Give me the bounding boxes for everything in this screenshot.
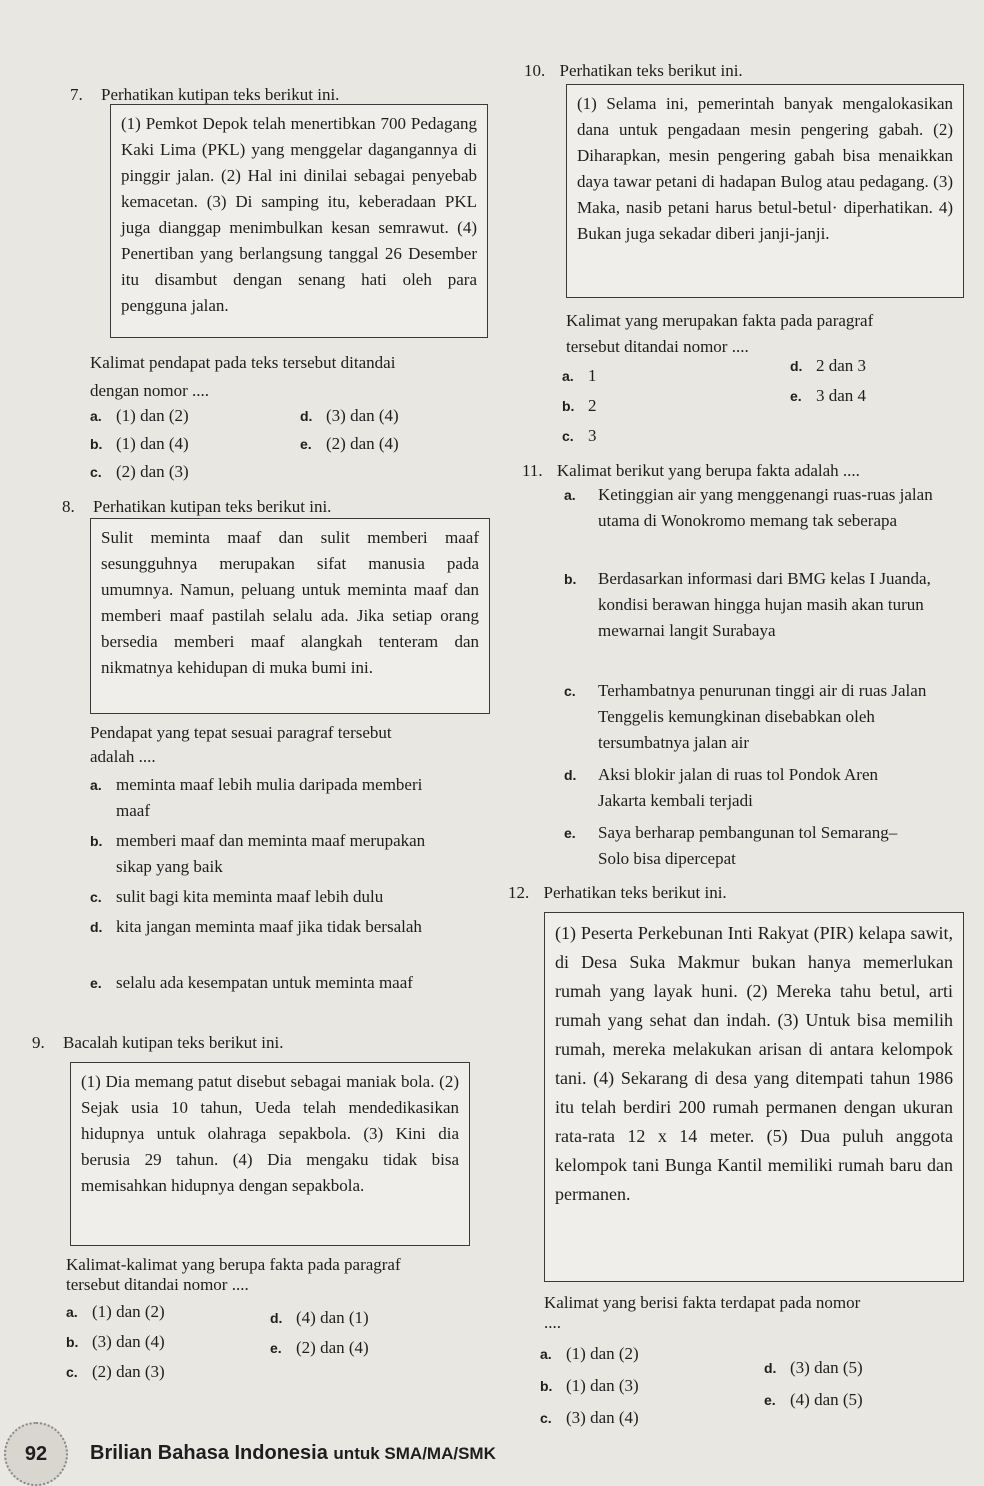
option-text: 1 — [588, 366, 597, 385]
q8-number: 8. — [62, 497, 75, 516]
q8-option-d[interactable] — [90, 914, 490, 940]
option-label: e. — [270, 1340, 282, 1356]
option-text: selalu ada kesempatan untuk meminta maaf — [116, 973, 413, 992]
option-text: (4) dan (1) — [296, 1308, 369, 1327]
option-label: d. — [790, 358, 803, 374]
option-label: e. — [564, 825, 576, 841]
option-text: Terhambatnya penurunan tinggi air di ruas Jalan Tenggelis kemungkinan disebabkan oleh tersumbatnya jalan air — [598, 681, 927, 752]
option-label: b. — [562, 398, 575, 414]
option-text: (2) dan (4) — [296, 1338, 369, 1357]
q7-option-c[interactable] — [90, 460, 189, 484]
book-title-main: Brilian Bahasa Indonesia — [90, 1442, 328, 1464]
q12-question-1: Kalimat yang berisi fakta terdapat pada nomor — [544, 1293, 861, 1312]
option-text: (3) dan (4) — [92, 1332, 165, 1351]
q7-question-2: dengan nomor .... — [90, 381, 209, 400]
option-label: b. — [564, 571, 577, 587]
q7-passage: (1) Pemkot Depok telah menertibkan 700 Pedagang Kaki Lima (PKL) yang menggelar dagangannya di pinggir jalan. (2) Hal ini dinilai sebagai penyebab kemacetan. (3) Di samping itu, keberadaan PKL juga dianggap menimbulkan kesan semrawut. (4) Penertiban yang berlangsung tanggal 26 Desember itu disambut dengan senang hati oleh para pengguna jalan. — [121, 114, 477, 315]
q8-prompt: Perhatikan kutipan teks berikut ini. — [93, 497, 332, 516]
q9-option-b[interactable] — [66, 1330, 165, 1354]
q10-option-a[interactable] — [562, 364, 597, 388]
q10-question-2: tersebut ditandai nomor .... — [566, 337, 749, 356]
q9-question-1: Kalimat-kalimat yang berupa fakta pada paragraf — [66, 1255, 401, 1274]
q12-option-a[interactable] — [540, 1342, 639, 1366]
q10-passage-box — [566, 84, 964, 298]
q10-option-d[interactable] — [790, 354, 866, 378]
q11-option-b[interactable] — [564, 566, 954, 644]
option-text: 2 — [588, 396, 597, 415]
q8-question-2: adalah .... — [90, 747, 156, 766]
option-text: memberi maaf dan meminta maaf merupakan sikap yang baik — [116, 831, 426, 876]
q12-option-d[interactable] — [764, 1356, 863, 1380]
q10-prompt-line — [524, 60, 743, 82]
q9-number: 9. — [32, 1033, 45, 1052]
option-label: e. — [300, 436, 312, 452]
q7-question-1: Kalimat pendapat pada teks tersebut ditandai — [90, 353, 396, 372]
q9-option-c[interactable] — [66, 1360, 165, 1384]
option-text: (1) dan (2) — [116, 406, 189, 425]
option-label: c. — [562, 428, 574, 444]
option-text: (3) dan (5) — [790, 1358, 863, 1377]
option-label: a. — [564, 487, 576, 503]
option-label: c. — [540, 1410, 552, 1426]
q12-option-b[interactable] — [540, 1374, 639, 1398]
q7-prompt: Perhatikan kutipan teks berikut ini. — [101, 85, 340, 104]
option-text: (1) dan (2) — [566, 1344, 639, 1363]
q7-option-e[interactable] — [300, 432, 399, 456]
q11-option-d[interactable] — [564, 762, 954, 814]
q12-question-2: .... — [544, 1313, 561, 1332]
q10-option-c[interactable] — [562, 424, 597, 448]
q8-passage: Sulit meminta maaf dan sulit memberi maaf sesungguhnya merupakan sifat manusia pada umumnya. Namun, peluang untuk meminta maaf dan memberi maaf pastilah selalu ada. Jika setiap orang bersedia memberi maaf alangkah tenteram dan nikmatnya kehidupan di muka bumi ini. — [101, 528, 479, 677]
option-label: c. — [90, 464, 102, 480]
q8-option-b[interactable] — [90, 828, 490, 880]
q7-number: 7. — [70, 85, 83, 104]
option-label: a. — [562, 368, 574, 384]
option-label: a. — [66, 1304, 78, 1320]
q11-prompt: Kalimat berikut yang berupa fakta adalah .... — [556, 461, 860, 480]
option-label: b. — [540, 1378, 553, 1394]
option-text: sulit bagi kita meminta maaf lebih dulu — [116, 887, 384, 906]
q11-prompt-line — [522, 460, 860, 482]
option-label: d. — [564, 767, 577, 783]
option-text: 3 — [588, 426, 597, 445]
q9-option-a[interactable] — [66, 1300, 165, 1324]
option-label: a. — [90, 408, 102, 424]
q10-option-e[interactable] — [790, 384, 866, 408]
q9-passage: (1) Dia memang patut disebut sebagai maniak bola. (2) Sejak usia 10 tahun, Ueda telah mendedikasikan hidupnya untuk olahraga sepakbola. (3) Kini dia berusia 29 tahun. (4) Dia mengaku tidak bisa memisahkan hidupnya dengan sepakbola. — [81, 1072, 459, 1195]
q9-question-2: tersebut ditandai nomor .... — [66, 1275, 249, 1294]
option-text: (4) dan (5) — [790, 1390, 863, 1409]
option-label: e. — [764, 1392, 776, 1408]
option-text: (3) dan (4) — [566, 1408, 639, 1427]
option-text: Aksi blokir jalan di ruas tol Pondok Aren Jakarta kembali terjadi — [598, 765, 879, 810]
q9-option-e[interactable] — [270, 1336, 369, 1360]
q10-option-b[interactable] — [562, 394, 597, 418]
q9-prompt-line — [32, 1032, 283, 1054]
q10-number: 10. — [524, 61, 546, 80]
option-text: 2 dan 3 — [816, 356, 867, 375]
option-text: (2) dan (3) — [92, 1362, 165, 1381]
q10-question-1: Kalimat yang merupakan fakta pada paragraf — [566, 311, 874, 330]
book-title — [90, 1442, 496, 1465]
option-label: a. — [540, 1346, 552, 1362]
q9-option-d[interactable] — [270, 1306, 369, 1330]
option-text: Saya berharap pembangunan tol Semarang–Solo bisa dipercepat — [598, 823, 898, 868]
q11-option-e[interactable] — [564, 820, 954, 872]
q8-question-1: Pendapat yang tepat sesuai paragraf tersebut — [90, 723, 392, 742]
q12-passage-box — [544, 912, 964, 1282]
option-label: d. — [764, 1360, 777, 1376]
option-text: (3) dan (4) — [326, 406, 399, 425]
q12-prompt-line — [508, 882, 727, 904]
option-text: (1) dan (3) — [566, 1376, 639, 1395]
q7-option-b[interactable] — [90, 432, 189, 456]
option-text: 3 dan 4 — [816, 386, 867, 405]
option-text: kita jangan meminta maaf jika tidak bersalah — [116, 917, 422, 936]
option-label: d. — [270, 1310, 283, 1326]
q9-passage-box — [70, 1062, 470, 1246]
option-label: e. — [90, 975, 102, 991]
option-text: Ketinggian air yang menggenangi ruas-ruas jalan utama di Wonokromo memang tak seberapa — [598, 485, 933, 530]
q12-option-e[interactable] — [764, 1388, 863, 1412]
page-number: 92 — [24, 1442, 48, 1465]
option-label: b. — [90, 833, 103, 849]
q9-prompt: Bacalah kutipan teks berikut ini. — [63, 1033, 284, 1052]
option-label: d. — [300, 408, 313, 424]
option-text: (1) dan (2) — [92, 1302, 165, 1321]
q7-option-d[interactable] — [300, 404, 399, 428]
option-label: a. — [90, 777, 102, 793]
q12-number: 12. — [508, 883, 530, 902]
q8-passage-box — [90, 518, 490, 714]
option-label: e. — [790, 388, 802, 404]
q8-option-c[interactable] — [90, 884, 490, 910]
option-label: c. — [90, 889, 102, 905]
q8-option-e[interactable] — [90, 970, 490, 996]
option-text: (2) dan (3) — [116, 462, 189, 481]
q8-prompt-line — [62, 496, 331, 518]
option-label: b. — [66, 1334, 79, 1350]
q11-number: 11. — [522, 461, 543, 480]
option-text: Berdasarkan informasi dari BMG kelas I Juanda, kondisi berawan hingga hujan masih akan turun mewarnai langit Surabaya — [598, 569, 931, 640]
q8-option-a[interactable] — [90, 772, 490, 824]
q11-option-a[interactable] — [564, 482, 954, 534]
option-text: meminta maaf lebih mulia daripada memberi maaf — [116, 775, 423, 820]
q10-prompt: Perhatikan teks berikut ini. — [559, 61, 743, 80]
option-label: c. — [564, 683, 576, 699]
q12-option-c[interactable] — [540, 1406, 639, 1430]
q11-option-c[interactable] — [564, 678, 954, 756]
q7-prompt-line — [70, 84, 339, 106]
q7-passage-box — [110, 104, 488, 338]
option-text: (1) dan (4) — [116, 434, 189, 453]
q7-option-a[interactable] — [90, 404, 189, 428]
option-text: (2) dan (4) — [326, 434, 399, 453]
q12-prompt: Perhatikan teks berikut ini. — [543, 883, 727, 902]
option-label: d. — [90, 919, 103, 935]
option-label: b. — [90, 436, 103, 452]
book-title-sub: untuk SMA/MA/SMK — [333, 1444, 496, 1463]
option-label: c. — [66, 1364, 78, 1380]
q12-passage: (1) Peserta Perkebunan Inti Rakyat (PIR) kelapa sawit, di Desa Suka Makmur bukan hanya memerlukan rumah yang layak huni. (2) Mereka tahu betul, arti rumah yang sehat dan indah. (3) Untuk bisa memilih rumah, mereka melakukan arisan di antara kelompok tani. (4) Sekarang di desa yang ditempati tahun 1986 itu telah berdiri 200 rumah permanen dengan ukuran rata-rata 12 x 14 meter. (5) Dua puluh anggota kelompok tani Bunga Kantil memiliki rumah baru dan permanen. — [555, 923, 953, 1204]
q10-passage: (1) Selama ini, pemerintah banyak mengalokasikan dana untuk pengadaan mesin pengering gabah. (2) Diharapkan, mesin pengering gabah bisa menaikkan daya tawar petani di hadapan Bulog atau pedagang. (3) Maka, nasib petani harus betul-betul· diperhatikan. 4) Bukan juga sekadar diberi janji-janji. — [577, 94, 953, 243]
page-number-badge — [4, 1422, 68, 1486]
